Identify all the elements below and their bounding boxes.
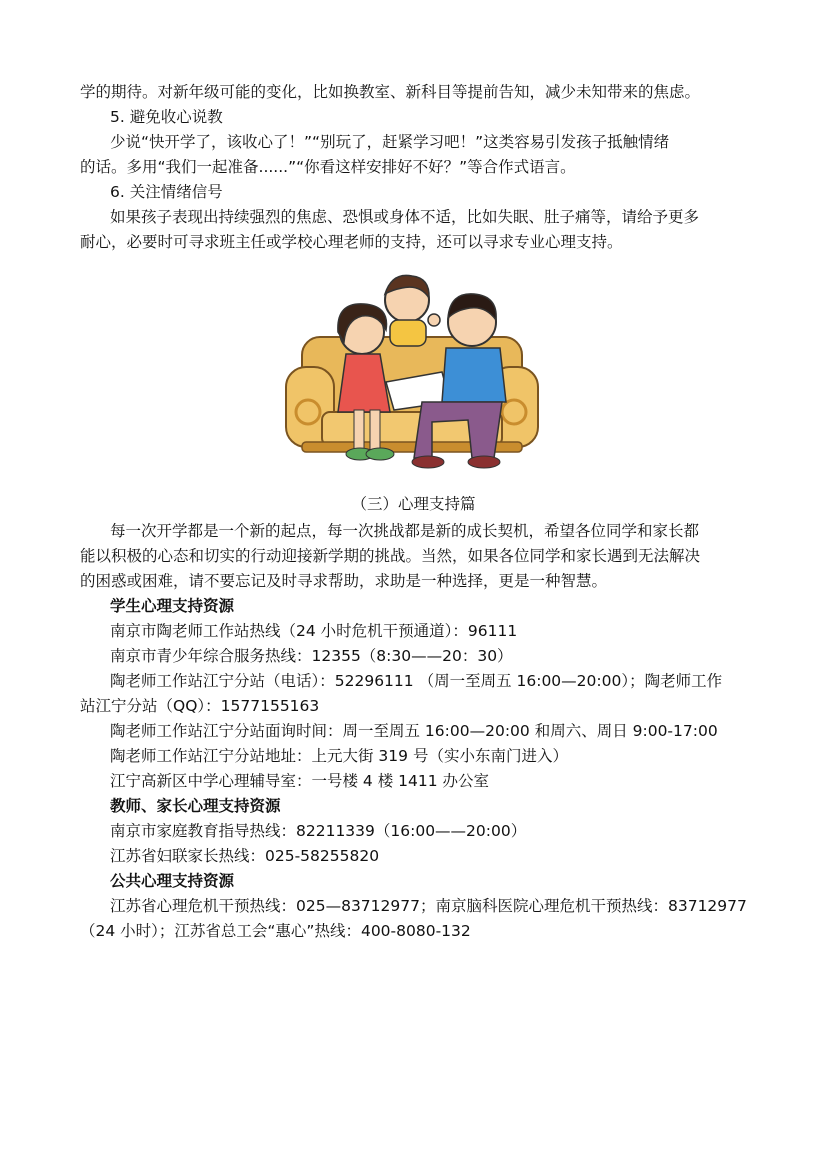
teacher-resources-heading: 教师、家长心理支持资源 bbox=[110, 797, 281, 815]
student-resource-2: 南京市青少年综合服务热线：12355（8:30——20：30） bbox=[110, 647, 513, 665]
intro-line3: 的困惑或困难，请不要忘记及时寻求帮助，求助是一种选择，更是一种智慧。 bbox=[80, 572, 608, 590]
section-title: （三）心理支持篇 bbox=[351, 495, 476, 513]
teacher-resource-1: 南京市家庭教育指导热线：82211339（16:00——20:00） bbox=[110, 822, 527, 840]
item-6-title: 6. 关注情绪信号 bbox=[110, 183, 223, 201]
student-resource-4: 陶老师工作站江宁分站面询时间：周一至周五 16:00—20:00 和周六、周日 9:00-17:00 bbox=[110, 722, 718, 740]
item-5-title: 5. 避免收心说教 bbox=[110, 108, 223, 126]
item-6-text-line2: 耐心，必要时可寻求班主任或学校心理老师的支持，还可以寻求专业心理支持。 bbox=[80, 233, 623, 251]
item-5-text-line1: 少说“快开学了，该收心了！”“别玩了，赶紧学习吧！”这类容易引发孩子抵触情绪 bbox=[110, 133, 670, 151]
public-resources-heading: 公共心理支持资源 bbox=[110, 872, 235, 890]
student-resource-5: 陶老师工作站江宁分站地址：上元大街 319 号（实小东南门进入） bbox=[110, 747, 568, 765]
student-resource-3-line1: 陶老师工作站江宁分站（电话）：52296111 （周一至周五 16:00—20:00）；陶老师工作 bbox=[110, 672, 723, 690]
student-resource-3-line2: 站江宁分站（QQ）：1577155163 bbox=[80, 697, 320, 715]
item-5-text-line2: 的话。多用“我们一起准备......”“你看这样安排好不好？”等合作式语言。 bbox=[80, 158, 576, 176]
student-resources-heading: 学生心理支持资源 bbox=[110, 597, 235, 615]
intro-line2: 能以积极的心态和切实的行动迎接新学期的挑战。当然，如果各位同学和家长遇到无法解决 bbox=[80, 547, 701, 565]
intro-line1: 每一次开学都是一个新的起点，每一次挑战都是新的成长契机，希望各位同学和家长都 bbox=[110, 522, 700, 540]
paragraph-continuation: 学的期待。对新年级可能的变化，比如换教室、新科目等提前告知，减少未知带来的焦虑。 bbox=[80, 83, 701, 101]
item-6-text-line1: 如果孩子表现出持续强烈的焦虑、恐惧或身体不适，比如失眠、肚子痛等，请给予更多 bbox=[110, 208, 700, 226]
public-resource-1-line1: 江苏省心理危机干预热线：025—83712977；南京脑科医院心理危机干预热线：83712977 bbox=[110, 897, 747, 915]
student-resource-1: 南京市陶老师工作站热线（24 小时危机干预通道）：96111 bbox=[110, 622, 518, 640]
public-resource-1-line2: （24 小时）；江苏省总工会“惠心”热线：400-8080-132 bbox=[80, 922, 471, 940]
teacher-resource-2: 江苏省妇联家长热线：025-58255820 bbox=[110, 847, 380, 865]
family-on-sofa-illustration bbox=[282, 262, 542, 484]
student-resource-6: 江宁高新区中学心理辅导室：一号楼 4 楼 1411 办公室 bbox=[110, 772, 490, 790]
